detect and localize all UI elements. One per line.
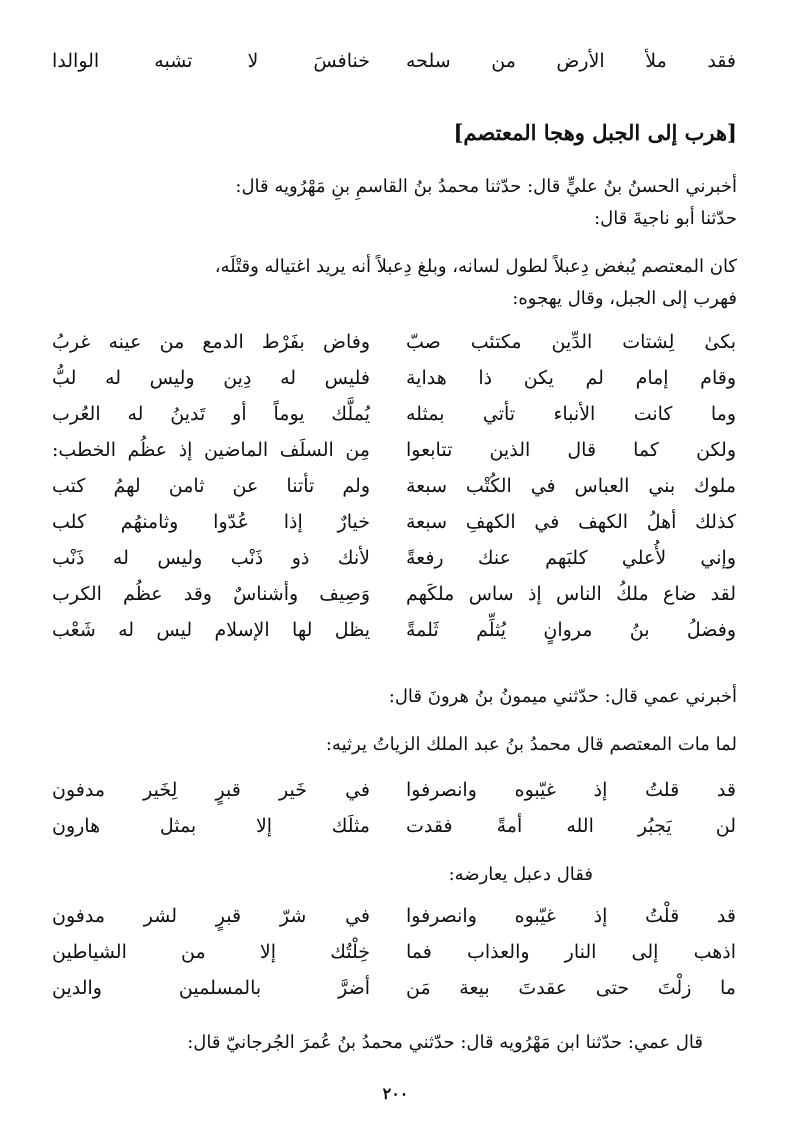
hemistich-left: لأنك ذو ذَنْب وليس له ذَنْب — [52, 547, 370, 569]
hemistich-left: فليس له دِين وليس له لبُّ — [52, 367, 370, 389]
hemistich-left: خنافسَ لا تشبه الوالدا — [52, 50, 370, 72]
hemistich-right: ما زلْتَ حتى عقدتَ بيعة مَن — [406, 977, 736, 999]
verse-row — [52, 775, 736, 811]
hemistich-right: كذلك أهلُ الكهف في الكهفِ سبعة — [406, 511, 736, 533]
hemistich-right: وإني لأُعلي كلبَهم عنك رفعةً — [406, 547, 736, 569]
verse-row — [52, 901, 736, 937]
verse-row — [52, 327, 736, 363]
narrative-line-1: كان المعتصم يُبغض دِعبلاً لطول لسانه، وبلغ دِعبلاً أنه يريد اغتياله وقتْلَه، — [214, 256, 737, 277]
hemistich-left: وَصِيف وأشناسٌ وقد عظُم الكرب — [52, 583, 370, 605]
isnad-2: أخبرني عمي قال: حدّثني ميمونُ بنُ هرونَ قال: — [388, 686, 737, 707]
hemistich-left: في شرّ قبرٍ لشر مدفون — [52, 905, 370, 927]
isnad-3: قال عمي: حدّثنا ابن مَهْرُويه قال: حدّثني محمدُ بنُ عُمرَ الجُرجانيّ قال: — [187, 1032, 703, 1053]
verse-row — [52, 615, 736, 651]
hemistich-right: وفضلُ بنُ مروانٍ يُثلِّم ثَلمةً — [406, 619, 736, 641]
isnad-line-2: حدّثنا أبو ناجيةَ قال: — [594, 208, 737, 229]
verse-row — [52, 811, 736, 847]
hemistich-left: خيارٌ إذا عُدّوا وثامنهُم كلب — [52, 511, 370, 533]
hemistich-right: بكىٰ لِشتات الدِّين مكتئب صبّ — [406, 331, 736, 353]
hemistich-left: يظل لها الإسلام ليس له شَعْب — [52, 619, 370, 641]
hemistich-right: وقام إمام لم يكن ذا هداية — [406, 367, 736, 389]
hemistich-right: لن يَجبُر الله أمةً فقدت — [406, 815, 736, 837]
hemistich-left: مثلَك إلا بمثل هارون — [52, 815, 370, 837]
hemistich-right: لقد ضاع ملكُ الناس إذ ساس ملكَهم — [406, 583, 736, 605]
verse-row — [52, 543, 736, 579]
hemistich-left: يُملَّك يوماً أو تَدينُ له العُرب — [52, 403, 370, 425]
hemistich-right: اذهب إلى النار والعذاب فما — [406, 941, 736, 963]
hemistich-right: ولكن كما قال الذين تتابعوا — [406, 439, 736, 461]
hemistich-left: في خَير قبرٍ لِخَير مدفون — [52, 779, 370, 801]
hemistich-left: وفاض بفَرْط الدمع من عينه غربُ — [52, 331, 370, 353]
verse-row — [52, 973, 736, 1009]
hemistich-left: أضرَّ بالمسلمين والدين — [52, 977, 370, 999]
verse-row — [52, 471, 736, 507]
hemistich-right: قد قلْتُ إذ غيّبوه وانصرفوا — [406, 905, 736, 927]
verse-row — [52, 937, 736, 973]
intro-3: فقال دعبل يعارضه: — [448, 864, 593, 885]
verse-row — [52, 435, 736, 471]
verse-row — [52, 579, 736, 615]
verse-row — [52, 399, 736, 435]
hemistich-right: ملوك بني العباس في الكُتْب سبعة — [406, 475, 736, 497]
section-heading: [هرب إلى الجبل وهجا المعتصم] — [453, 120, 737, 145]
hemistich-left: خِلْتُك إلا من الشياطين — [52, 941, 370, 963]
isnad-line-1: أخبرني الحسنُ بنُ عليٍّ قال: حدّثنا محمدُ بنُ القاسمِ بنِ مَهْرُويه قال: — [235, 176, 737, 197]
intro-2: لما مات المعتصم قال محمدُ بنُ عبد الملك الزياتُ يرثيه: — [325, 734, 737, 755]
hemistich-left: ولم تأتنا عن ثامن لهمُ كتب — [52, 475, 370, 497]
page-number: ٢٠٠ — [382, 1084, 409, 1103]
hemistich-right: وما كانت الأنباء تأتي بمثله — [406, 403, 736, 425]
hemistich-left: مِن السلَف الماضين إذ عظُم الخطب: — [52, 439, 370, 461]
verse-row — [52, 507, 736, 543]
narrative-line-2: فهرب إلى الجبل، وقال يهجوه: — [512, 288, 737, 309]
verse-row — [52, 363, 736, 399]
top-verse — [52, 46, 736, 82]
hemistich-right: قد قلتُ إذ غيّبوه وانصرفوا — [406, 779, 736, 801]
hemistich-right: فقد ملأ الأرض من سلحه — [406, 50, 736, 72]
